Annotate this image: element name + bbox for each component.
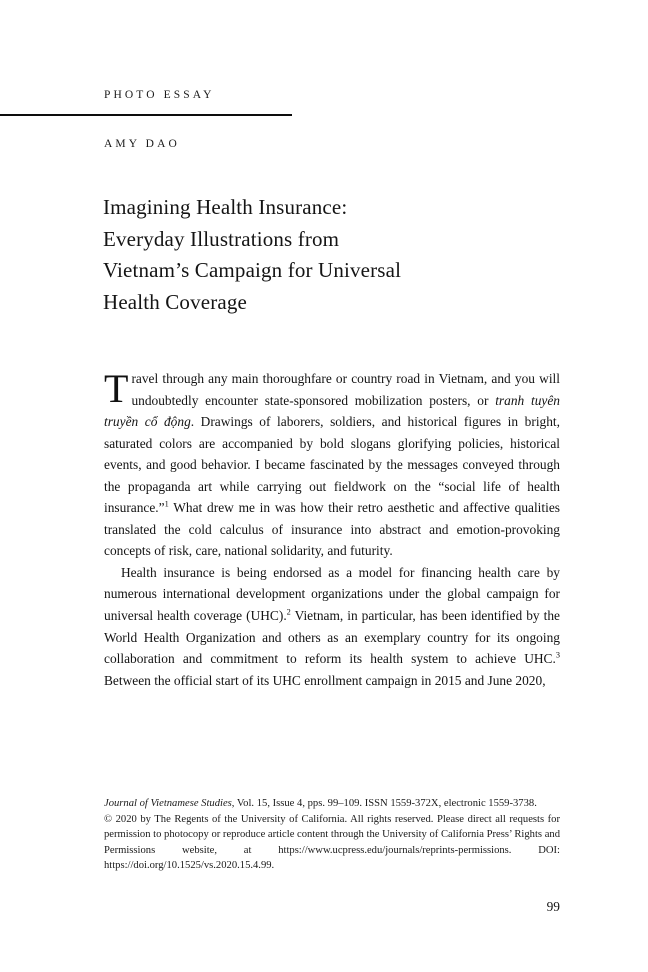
header-rule	[0, 114, 292, 116]
journal-name: Journal of Vietnamese Studies	[104, 798, 232, 809]
footnote-marker-2: 2	[286, 607, 291, 617]
journal-citation-line	[104, 796, 560, 812]
article-author: AMY DAO	[104, 138, 180, 150]
page-number: 99	[546, 899, 560, 914]
paragraph-2-text-a: Health insurance is being endorsed as a model for financing health care by numerous international development organizations under the global campaign for universal health coverage (UHC).	[104, 564, 560, 624]
title-line-3: Vietnam’s Campaign for Universal	[103, 258, 402, 283]
drop-cap: T	[104, 366, 129, 411]
paragraph-1-text-c: What drew me in was how their retro aesthetic and affective qualities translated the cold calculus of insurance into abstract and emotion-provoking concepts of risk, care, national solidarity, and futurity.	[104, 500, 560, 559]
paragraph-2-text-c: Between the official start of its UHC enrollment campaign in 2015 and June 2020,	[104, 672, 546, 688]
title-line-2: Everyday Illustrations from	[103, 226, 340, 251]
copyright-block	[104, 796, 560, 874]
paragraph-1-text-b: . Drawings of laborers, soldiers, and historical figures in bright, saturated colors are accompanied by bold slogans glorifying policies, historical events, and good behavior. I became fascinated by the messages conveyed through the propaganda art while carrying out fieldwork on the “social life of health insurance.”	[104, 414, 560, 516]
footnote-marker-1: 1	[164, 499, 169, 509]
article-body	[104, 368, 560, 691]
title-line-4: Health Coverage	[103, 289, 247, 314]
paragraph-2-text-b: Vietnam, in particular, has been identified by the World Health Organization and others as an exemplary country for its ongoing collaboration and commitment to reform its health system to achieve UHC.	[104, 608, 560, 667]
paragraph-1-text-a: ravel through any main thoroughfare or country road in Vietnam, and you will undoubtedly encounter state-sponsored mobilization posters, or	[131, 371, 560, 408]
copyright-text: © 2020 by The Regents of the University of California. All rights reserved. Please direct all requests for permission to photocopy or reproduce article content through the University of California Press’ Rights and Permissions website, at https://www.ucpress.edu/journals/reprints-permissions. DOI: https://doi.org/10.1525/vs.2020.15.4.99.	[104, 813, 560, 872]
footnote-marker-3: 3	[555, 650, 560, 660]
vietnamese-term: tranh tuyên truyền cổ động	[104, 392, 560, 430]
section-kicker: PHOTO ESSAY	[104, 89, 215, 101]
body-paragraph-2	[104, 562, 560, 691]
body-paragraph-1	[104, 368, 560, 562]
page-title	[103, 192, 523, 318]
title-line-1: Imagining Health Insurance:	[103, 195, 348, 220]
citation-details: , Vol. 15, Issue 4, pps. 99–109. ISSN 1559-372X, electronic 1559-3738.	[231, 798, 537, 809]
